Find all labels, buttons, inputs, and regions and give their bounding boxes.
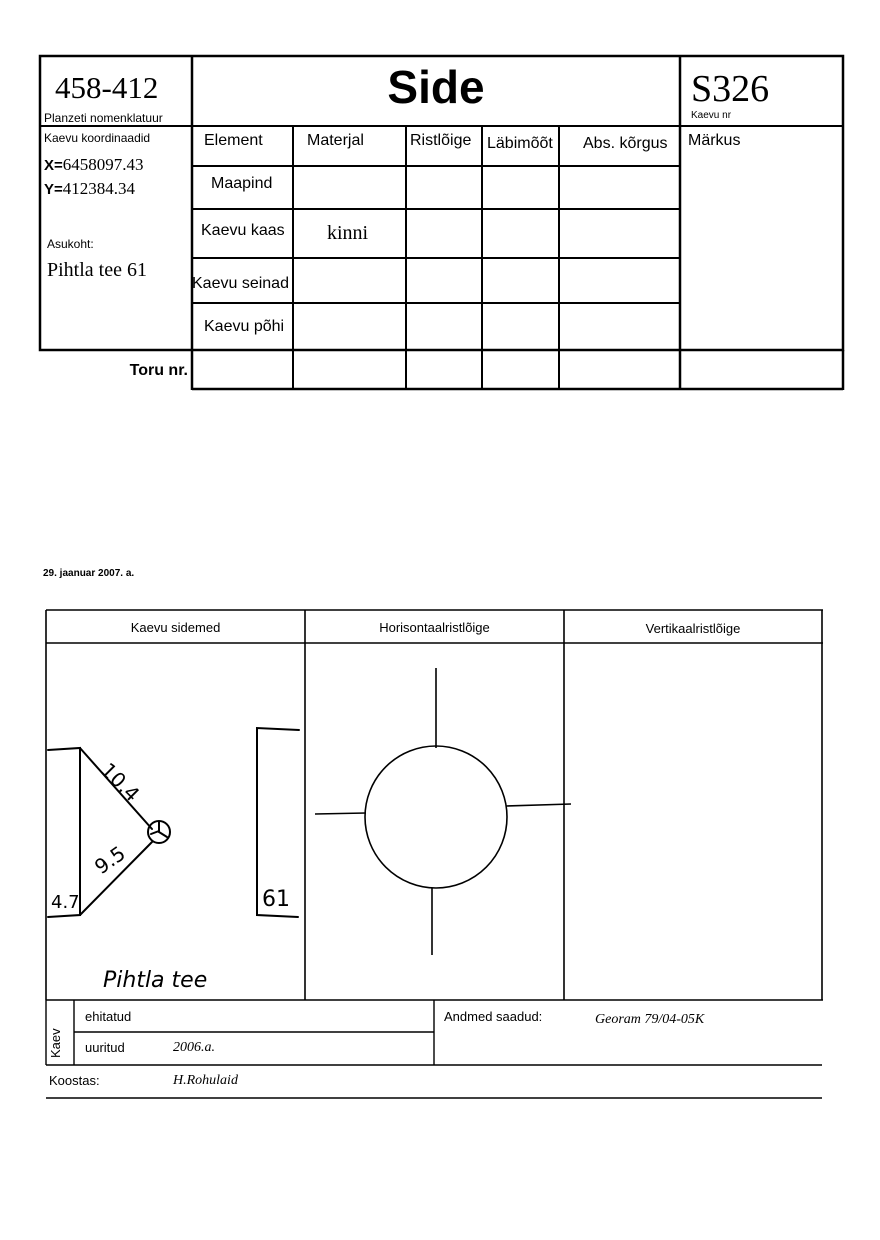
header-connections: Kaevu sidemed bbox=[130, 620, 221, 635]
location-value: Pihtla tee 61 bbox=[47, 259, 147, 281]
distance-annotation-1: 10.4 bbox=[96, 757, 145, 807]
row-element-cover: Kaevu kaas bbox=[201, 222, 285, 239]
distance-annotation-2: 9.5 bbox=[89, 841, 130, 879]
location-label: Asukoht: bbox=[47, 237, 94, 251]
coords-label: Kaevu koordinaadid bbox=[44, 131, 151, 145]
compiled-value: H.Rohulaid bbox=[173, 1073, 238, 1088]
data-from-value: Georam 79/04-05K bbox=[595, 1012, 705, 1027]
col-material: Materjal bbox=[307, 132, 364, 149]
built-label: ehitatud bbox=[85, 1009, 132, 1024]
col-element: Element bbox=[204, 132, 263, 149]
surveyed-value: 2006.a. bbox=[173, 1040, 215, 1055]
surveyed-label: uuritud bbox=[85, 1040, 125, 1055]
col-remarks: Märkus bbox=[688, 132, 741, 149]
header-horizontal-section: Horisontaalristlõige bbox=[379, 620, 490, 635]
horizontal-section-drawing bbox=[315, 668, 571, 955]
compiled-label: Koostas: bbox=[49, 1073, 100, 1088]
street-annotation: Pihtla tee bbox=[103, 968, 208, 993]
row-element-walls: Kaevu seinad bbox=[192, 275, 289, 292]
x-label: X= bbox=[44, 157, 63, 174]
row-element-ground: Maapind bbox=[211, 175, 273, 192]
y-value: 412384.34 bbox=[62, 179, 136, 198]
page-title: Side bbox=[387, 61, 485, 113]
well-number-label: Kaevu nr bbox=[691, 110, 732, 121]
distance-annotation-3: 4.7 bbox=[51, 892, 80, 913]
well-number-value: S326 bbox=[691, 68, 770, 110]
col-abs-height: Abs. kõrgus bbox=[583, 135, 668, 152]
pipe-label: Toru nr. bbox=[129, 362, 188, 379]
row-material-cover: kinni bbox=[327, 222, 369, 244]
kaev-label: Kaev bbox=[48, 1028, 63, 1058]
header-vertical-section: Vertikaalristlõige bbox=[645, 621, 741, 636]
house-number-annotation: 61 bbox=[262, 887, 290, 912]
y-label: Y= bbox=[44, 181, 63, 198]
nomenclature-label: Planzeti nomenklatuur bbox=[44, 111, 163, 125]
document-date: 29. jaanuar 2007. a. bbox=[43, 568, 135, 579]
row-element-bottom: Kaevu põhi bbox=[204, 318, 285, 335]
col-diameter: Läbimõõt bbox=[487, 135, 553, 152]
nomenclature-value: 458-412 bbox=[55, 70, 159, 105]
x-value: 6458097.43 bbox=[62, 155, 144, 174]
col-cross-section: Ristlõige bbox=[410, 132, 472, 149]
data-from-label: Andmed saadud: bbox=[444, 1009, 543, 1024]
